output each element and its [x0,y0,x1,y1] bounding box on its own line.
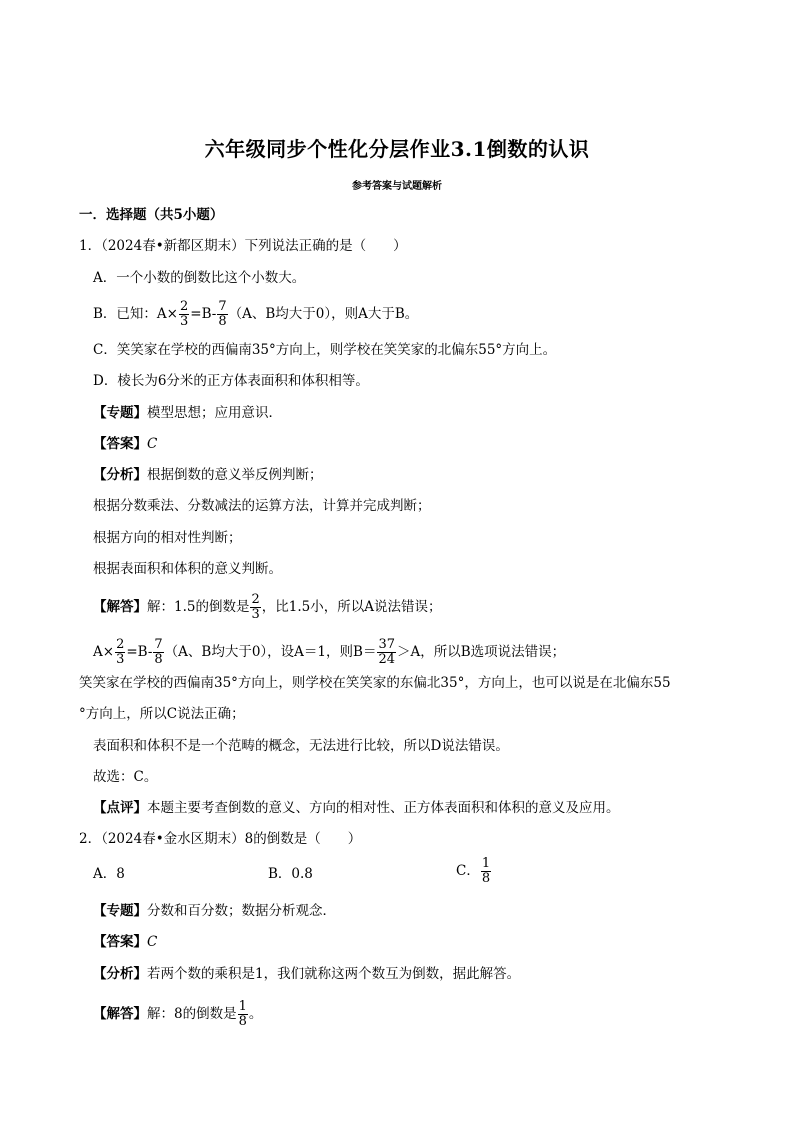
q1-analysis-line-2: 根据分数乘法、分数减法的运算方法，计算并完成判断； [93,498,431,514]
q1-analysis-line-3: 根据方向的相对性判断； [93,530,242,546]
fraction-numerator: 7 [218,299,227,314]
fraction-numerator: 2 [116,637,125,652]
answer-text: C [147,436,158,452]
fraction-numerator: 7 [154,637,163,652]
q1-option-b-eq: =B- [190,306,217,322]
q1-analysis [93,467,323,483]
q2-topic [93,903,336,919]
solution-tag: 【解答】 [93,1006,147,1022]
q1-stem: 1．（2024春•新都区期末）下列说法正确的是（ ） [79,238,407,254]
q1-solution-line-5: 表面积和体积不是一个范畴的概念，无法进行比较，所以D说法错误。 [93,738,509,754]
math-text: ＞A，所以B选项说法错误； [397,644,566,660]
fraction-denominator: 8 [154,652,163,667]
q1-option-c: C．笑笑家在学校的西偏南35°方向上，则学校在笑笑家的北偏东55°方向上。 [93,342,557,358]
answer-text: C [147,934,158,950]
q1-solution-line-2 [93,638,565,667]
q1-option-b-fraction-1 [179,300,189,329]
solution-text: 解：1.5的倒数是 [147,599,250,615]
section-heading: 一．选择题（共5小题） [79,207,224,223]
q2-option-b: B．0.8 [268,866,313,882]
q2-analysis [93,966,520,982]
q1-option-b [93,300,418,329]
q2-option-a: A．8 [93,866,125,882]
comment-text: 本题主要考查倒数的意义、方向的相对性、正方体表面积和体积的意义及应用。 [147,800,620,816]
answer-tag: 【答案】 [93,436,147,452]
page-title: 六年级同步个性化分层作业3.1倒数的认识 [204,137,590,161]
fraction [153,638,163,667]
q1-solution-fraction [250,593,260,622]
q2-answer [93,934,157,950]
page-subtitle: 参考答案与试题解析 [352,181,442,192]
fraction-denominator: 3 [179,314,189,329]
fraction-denominator: 3 [116,652,125,667]
q1-option-b-prefix: B．已知： [93,306,157,322]
q2-option-c-fraction [481,857,491,886]
q2-solution-fraction [238,1000,248,1029]
q1-solution-line-3: 笑笑家在学校的西偏南35°方向上，则学校在笑笑家的东偏北35°，方向上，也可以说是在北偏东55 [79,675,671,691]
solution-text-end: 。 [248,1006,263,1022]
fraction-numerator: 2 [251,592,260,607]
analysis-tag: 【分析】 [93,966,147,982]
fraction [377,638,396,667]
math-text: A× [93,644,115,660]
fraction-denominator: 8 [481,871,491,886]
q1-option-b-fraction-2 [217,300,227,329]
solution-text-end: ，比1.5小，所以A说法错误； [261,599,442,615]
analysis-text: 若两个数的乘积是1，我们就称这两个数互为倒数，据此解答。 [147,966,521,982]
q1-option-b-a: A× [156,306,178,322]
q1-option-a: A．一个小数的倒数比这个小数大。 [93,270,306,286]
fraction-denominator: 8 [218,314,227,329]
fraction-denominator: 3 [251,607,260,622]
q2-option-c [456,857,492,886]
fraction-numerator: 2 [179,299,189,314]
q1-option-b-suffix: （A、B均大于0），则A大于B。 [228,306,419,322]
option-label: C． [456,863,480,879]
q2-stem: 2．（2024春•金水区期末）8的倒数是（ ） [79,831,362,847]
q1-answer [93,436,157,452]
topic-tag: 【专题】 [93,405,147,421]
q1-solution [93,593,441,622]
fraction-denominator: 8 [238,1014,247,1029]
q1-analysis-line-4: 根据表面积和体积的意义判断。 [93,561,282,577]
topic-text: 分数和百分数；数据分析观念． [147,903,336,919]
fraction [115,638,125,667]
q1-option-d: D．棱长为6分米的正方体表面积和体积相等。 [93,373,369,389]
fraction-numerator: 37 [378,637,395,652]
analysis-text: 根据倒数的意义举反例判断； [147,467,323,483]
q1-solution-line-4: °方向上，所以C说法正确； [79,706,245,722]
topic-tag: 【专题】 [93,903,147,919]
q1-solution-line-6: 故选：C。 [93,769,158,785]
math-text: =B- [126,644,153,660]
fraction-numerator: 1 [238,999,247,1014]
q1-comment [93,800,620,816]
solution-tag: 【解答】 [93,599,147,615]
fraction-denominator: 24 [378,652,395,667]
answer-tag: 【答案】 [93,934,147,950]
q2-solution [93,1000,262,1029]
comment-tag: 【点评】 [93,800,147,816]
math-text: （A、B均大于0），设A＝1，则B＝ [164,644,377,660]
topic-text: 模型思想；应用意识． [147,405,282,421]
fraction-numerator: 1 [481,856,491,871]
solution-text: 解：8的倒数是 [147,1006,237,1022]
analysis-tag: 【分析】 [93,467,147,483]
q1-topic [93,405,282,421]
